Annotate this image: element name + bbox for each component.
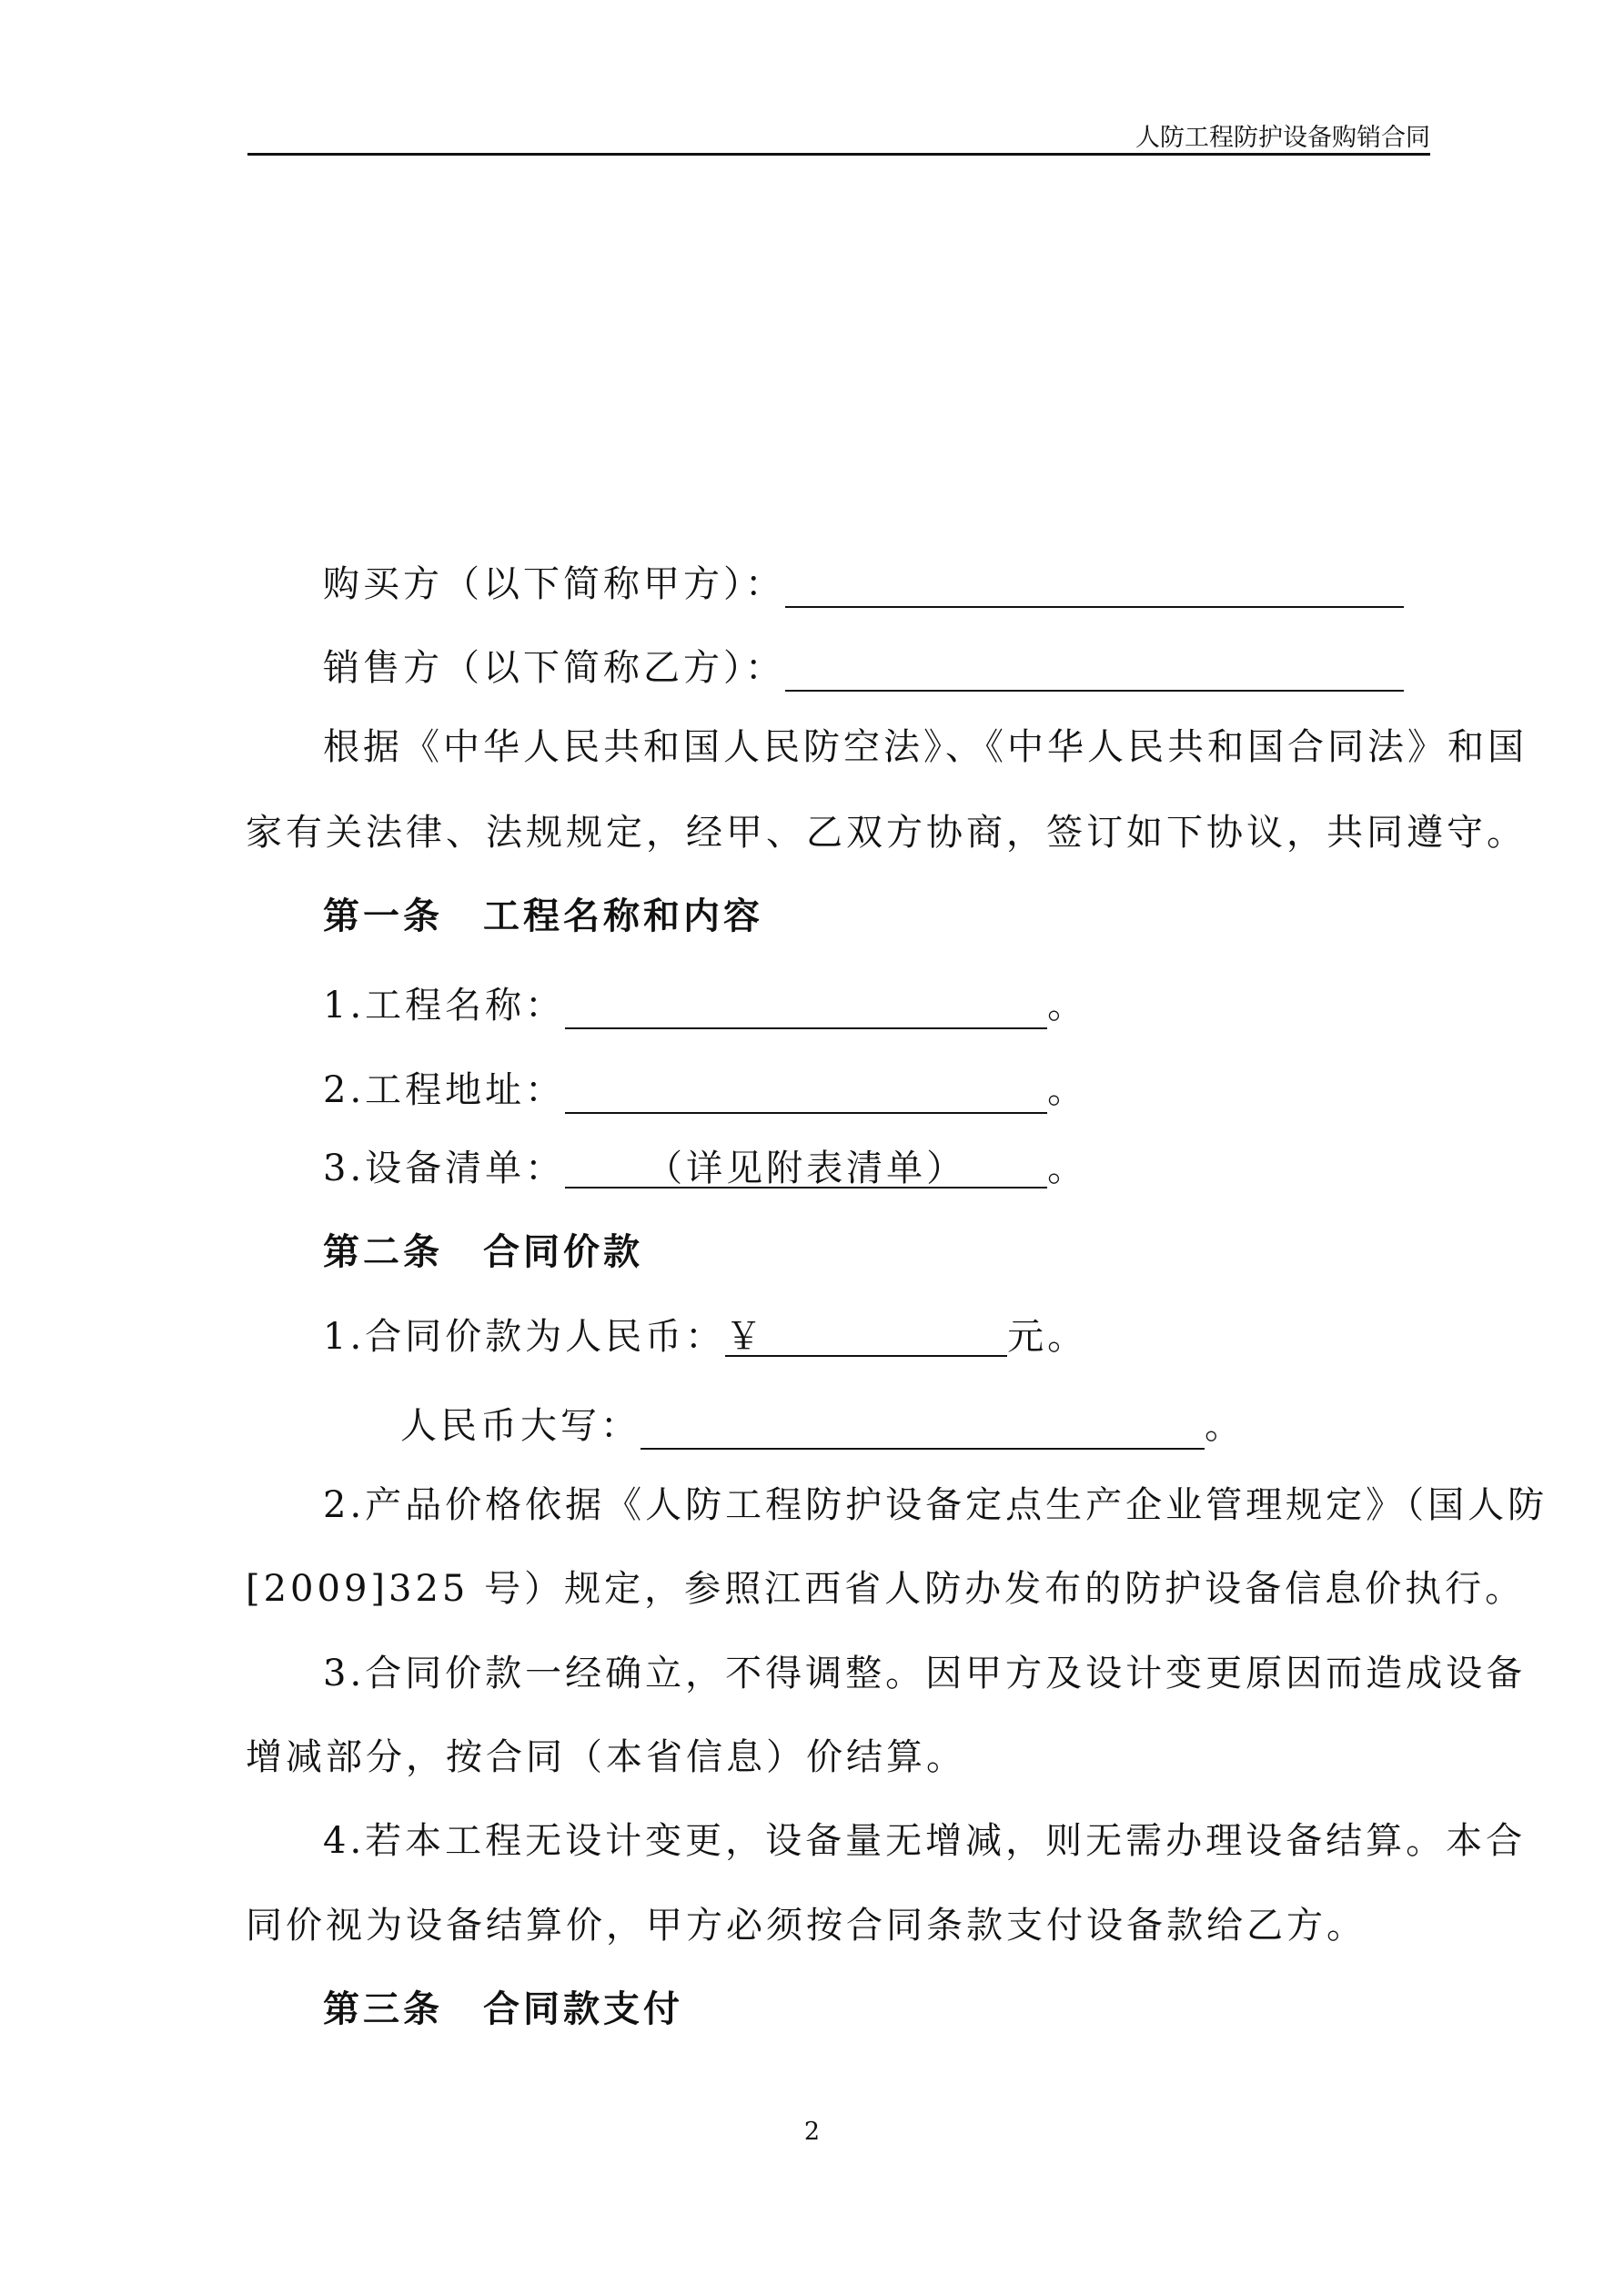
header-divider bbox=[247, 153, 1430, 156]
article-2-item-4-line-1: 4.若本工程无设计变更，设备量无增减，则无需办理设备结算。本合 bbox=[323, 1820, 1527, 1862]
article-1-item-3 bbox=[323, 1150, 1087, 1188]
amount-in-words-blank bbox=[641, 1408, 1205, 1450]
seller-label: 销售方（以下简称乙方）： bbox=[323, 647, 785, 689]
article-1-item-2 bbox=[323, 1067, 1088, 1111]
article-2-item-2-line-2: [2009]325 号）规定，参照江西省人防办发布的防护设备信息价执行。 bbox=[246, 1568, 1526, 1610]
currency-symbol: ￥ bbox=[725, 1316, 766, 1358]
period: 。 bbox=[1047, 1148, 1088, 1189]
article-2-item-2-line-1: 2.产品价格依据《人防工程防护设备定点生产企业管理规定》（国人防 bbox=[323, 1484, 1548, 1526]
project-name-blank bbox=[565, 987, 1047, 1029]
article-2-item-1 bbox=[323, 1316, 1088, 1358]
period: 。 bbox=[1205, 1405, 1245, 1447]
buyer-blank bbox=[785, 566, 1404, 608]
contract-price-label: 1.合同价款为人民币： bbox=[323, 1316, 726, 1358]
project-address-label: 2.工程地址： bbox=[323, 1069, 566, 1111]
seller-blank bbox=[785, 650, 1404, 692]
period: 。 bbox=[1047, 1069, 1088, 1111]
equipment-list-label: 3.设备清单： bbox=[323, 1148, 566, 1189]
article-1-heading: 第一条 工程名称和内容 bbox=[323, 895, 763, 937]
project-address-blank bbox=[565, 1072, 1047, 1114]
seller-line bbox=[323, 644, 1404, 689]
article-2-item-4-line-2: 同价视为设备结算价，甲方必须按合同条款支付设备款给乙方。 bbox=[246, 1905, 1367, 1947]
amount-in-words-label: 人民币大写： bbox=[400, 1405, 641, 1447]
contract-price-blank bbox=[725, 1316, 1007, 1358]
equipment-list-value: （详见附表清单） bbox=[565, 1150, 1047, 1188]
page-number: 2 bbox=[803, 2118, 821, 2146]
article-1-item-1 bbox=[323, 982, 1088, 1027]
article-3-heading: 第三条 合同款支付 bbox=[323, 1988, 683, 2030]
preamble-line-2: 家有关法律、法规规定，经甲、乙双方协商，签订如下协议，共同遵守。 bbox=[246, 812, 1527, 854]
preamble-line-1: 根据《中华人民共和国人民防空法》、《中华人民共和国合同法》和国 bbox=[323, 726, 1528, 768]
period: 。 bbox=[1047, 985, 1088, 1027]
buyer-label: 购买方（以下简称甲方）： bbox=[323, 563, 785, 605]
running-header-title: 人防工程防护设备购销合同 bbox=[1135, 124, 1430, 152]
article-2-heading: 第二条 合同价款 bbox=[323, 1230, 643, 1273]
article-2-item-3-line-1: 3.合同价款一经确立，不得调整。因甲方及设计变更原因而造成设备 bbox=[323, 1653, 1527, 1694]
buyer-line bbox=[323, 561, 1404, 605]
project-name-label: 1.工程名称： bbox=[323, 985, 566, 1027]
article-2-item-3-line-2: 增减部分，按合同（本省信息）价结算。 bbox=[246, 1736, 966, 1778]
contract-price-unit: 元。 bbox=[1007, 1316, 1088, 1358]
article-2-item-1-caps bbox=[400, 1402, 1245, 1447]
